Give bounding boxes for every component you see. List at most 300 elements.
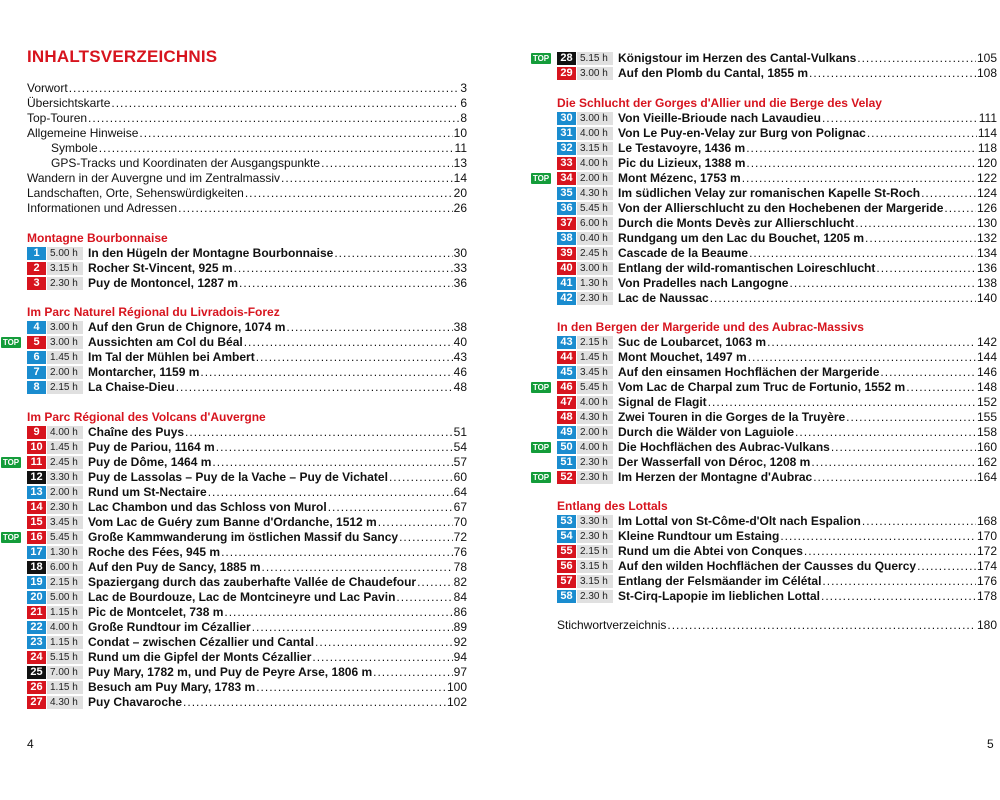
tour-page: 144 [976,350,997,364]
toc-entry[interactable] [51,141,467,156]
tour-number: 16 [27,531,46,544]
toc-entry-page: 8 [460,111,467,125]
tour-entry[interactable] [557,261,997,276]
tour-entry[interactable] [27,560,467,575]
tour-title: Große Kammwanderung im östlichen Massif du Sancy [88,530,399,544]
tour-number: 22 [27,621,46,634]
tour-number: 1 [27,247,46,260]
tour-duration: 3.15 h [577,575,613,588]
tour-entry[interactable] [557,126,997,141]
toc-entry-title: Übersichtskarte [27,96,111,110]
tour-page: 30 [453,246,467,260]
dot-leader [176,380,453,395]
tour-title: Auf den einsamen Hochflächen der Margeride [618,365,880,379]
tour-entry[interactable] [557,216,997,231]
tour-title: Durch die Wälder von Laguiole [618,425,795,439]
tour-title: Rund um St-Nectaire [88,485,207,499]
tour-page: 130 [976,216,997,230]
toc-entry[interactable] [27,96,467,111]
tour-number: 12 [27,471,46,484]
tour-number: 33 [557,157,576,170]
tour-number: 48 [557,411,576,424]
tour-number: 44 [557,351,576,364]
tour-entry[interactable] [557,544,997,559]
tour-number: 46 [557,381,576,394]
tour-entry[interactable] [557,231,997,246]
tour-number: 28 [557,52,576,65]
tour-number: 43 [557,336,576,349]
tour-entry[interactable] [557,276,997,291]
dot-leader [746,141,977,156]
tour-entry[interactable] [557,246,997,261]
toc-entry-title: Informationen und Adressen [27,201,178,215]
tour-duration: 2.45 h [47,456,83,469]
dot-leader [906,380,976,395]
dot-leader [804,544,976,559]
dot-leader [328,500,453,515]
tour-page: 48 [453,380,467,394]
tour-entry[interactable] [557,365,997,380]
tour-page: 60 [453,470,467,484]
dot-leader [667,618,976,633]
tour-number: 23 [27,636,46,649]
tour-number: 7 [27,366,46,379]
tour-title: Große Rundtour im Cézallier [88,620,251,634]
tour-page: 33 [453,261,467,275]
toc-entry[interactable] [27,201,467,216]
tour-entry[interactable] [27,440,467,455]
tour-duration: 3.45 h [47,516,83,529]
dot-leader [378,515,453,530]
tour-page: 136 [976,261,997,275]
tour-title: Entlang der wild-romantischen Loireschlucht [618,261,876,275]
dot-leader [312,650,452,665]
tour-number: 10 [27,441,46,454]
tour-entry[interactable] [557,66,997,81]
tour-number: 3 [27,277,46,290]
toc-entry[interactable] [27,186,467,201]
tour-entry[interactable] [27,605,467,620]
dot-leader [252,620,453,635]
tour-entry[interactable] [557,410,997,425]
top-tour-badge: TOP [532,383,550,392]
dot-leader [389,470,453,485]
tour-title: Rund um die Abtei von Conques [618,544,803,558]
dot-leader [183,695,446,710]
tour-title: Suc de Loubarcet, 1063 m [618,335,767,349]
tour-duration: 2.15 h [47,381,83,394]
tour-title: In den Hügeln der Montagne Bourbonnaise [88,246,334,260]
dot-leader [239,276,453,291]
index-page: 180 [976,618,997,632]
tour-entry[interactable] [557,156,997,171]
tour-duration: 5.15 h [577,52,613,65]
tour-page: 174 [976,559,997,573]
dot-leader [746,156,976,171]
dot-leader [221,545,453,560]
tour-entry[interactable] [557,574,997,589]
tour-duration: 2.30 h [577,471,613,484]
tour-number: 55 [557,545,576,558]
tour-page: 82 [453,575,467,589]
tour-entry[interactable] [557,186,997,201]
toc-entry[interactable] [27,126,467,141]
tour-duration: 2.30 h [47,277,83,290]
tour-number: 34 [557,172,576,185]
tour-entry[interactable] [557,380,997,395]
dot-leader [208,485,453,500]
tour-duration: 5.00 h [47,247,83,260]
toc-entry-title: Top-Touren [27,111,88,125]
tour-page: 126 [976,201,997,215]
toc-entry[interactable] [27,111,467,126]
tour-page: 134 [976,246,997,260]
tour-duration: 1.15 h [47,636,83,649]
dot-leader [212,455,452,470]
tour-title: Roche des Fées, 945 m [88,545,221,559]
tour-entry[interactable] [557,111,997,126]
tour-page: 114 [977,126,997,140]
tour-title: Die Hochflächen des Aubrac-Vulkans [618,440,830,454]
tour-number: 25 [27,666,46,679]
tour-title: Auf den Plomb du Cantal, 1855 m [618,66,809,80]
tour-title: Auf den Puy de Sancy, 1885 m [88,560,261,574]
tour-title: Vom Lac de Charpal zum Truc de Fortunio, 1552 m [618,380,906,394]
tour-entry[interactable] [27,335,467,350]
tour-entry[interactable] [557,201,997,216]
tour-page: 172 [976,544,997,558]
page-title: INHALTSVERZEICHNIS [27,47,218,66]
tour-page: 138 [976,276,997,290]
tour-title: Spaziergang durch das zauberhafte Vallée de Chaudefour [88,575,417,589]
tour-entry[interactable] [27,500,467,515]
tour-entry[interactable] [27,365,467,380]
tour-title: Signal de Flagit [618,395,707,409]
tour-duration: 3.30 h [47,471,83,484]
tour-duration: 1.30 h [47,546,83,559]
tour-duration: 1.15 h [47,606,83,619]
tour-number: 41 [557,277,576,290]
tour-number: 13 [27,486,46,499]
tour-title: St-Cirq-Lapopie im lieblichen Lottal [618,589,821,603]
tour-duration: 2.45 h [577,247,613,260]
tour-entry[interactable] [27,650,467,665]
tour-duration: 4.00 h [577,441,613,454]
tour-number: 45 [557,366,576,379]
tour-duration: 2.00 h [47,486,83,499]
tour-entry[interactable] [27,246,467,261]
tour-entry[interactable] [27,545,467,560]
tour-duration: 3.30 h [577,515,613,528]
tour-entry[interactable] [27,590,467,605]
tour-duration: 5.45 h [577,202,613,215]
dot-leader [262,560,453,575]
tour-title: Mont Mézenc, 1753 m [618,171,741,185]
section-heading: Entlang des Lottals [557,499,668,513]
tour-page: 111 [978,111,997,125]
dot-leader [315,635,453,650]
tour-page: 178 [976,589,997,603]
tour-title: Mont Mouchet, 1497 m [618,350,747,364]
tour-title: Lac de Naussac [618,291,709,305]
tour-duration: 4.00 h [577,127,613,140]
tour-title: Rund um die Gipfel der Monts Cézallier [88,650,312,664]
dot-leader [862,514,976,529]
tour-entry[interactable] [27,276,467,291]
top-tour-badge: TOP [2,338,20,347]
dot-leader [767,335,976,350]
tour-page: 142 [976,335,997,349]
tour-title: Auf den Grun de Chignore, 1074 m [88,320,286,334]
tour-number: 19 [27,576,46,589]
tour-entry[interactable] [557,514,997,529]
tour-number: 57 [557,575,576,588]
tour-title: Von Le Puy-en-Velay zur Burg von Polignac [618,126,866,140]
tour-title: Vom Lac de Guéry zum Banne d'Ordanche, 1512 m [88,515,377,529]
tour-duration: 3.00 h [47,336,83,349]
tour-title: Entlang der Felsmäander im Célétal [618,574,822,588]
dot-leader [780,529,976,544]
tour-title: Montarcher, 1159 m [88,365,200,379]
tour-number: 32 [557,142,576,155]
tour-entry[interactable] [557,559,997,574]
tour-number: 54 [557,530,576,543]
tour-page: 86 [453,605,467,619]
tour-page: 64 [453,485,467,499]
tour-title: Cascade de la Beaume [618,246,749,260]
tour-page: 72 [453,530,467,544]
tour-entry[interactable] [557,470,997,485]
section-heading: Die Schlucht der Gorges d'Allier und die Berge des Velay [557,96,882,110]
dot-leader [234,261,453,276]
tour-duration: 5.15 h [47,651,83,664]
toc-entry-title: GPS-Tracks und Koordinaten der Ausgangspunkte [51,156,321,170]
dot-leader [831,440,976,455]
tour-duration: 5.45 h [47,531,83,544]
section-heading: In den Bergen der Margeride und des Aubrac-Massivs [557,320,864,334]
tour-entry[interactable] [27,380,467,395]
tour-entry[interactable] [27,665,467,680]
index-title: Stichwortverzeichnis [557,618,667,632]
tour-duration: 0.40 h [577,232,613,245]
tour-duration: 2.30 h [577,590,613,603]
tour-entry[interactable] [557,335,997,350]
index-entry[interactable] [557,618,997,633]
tour-title: Kleine Rundtour um Estaing [618,529,780,543]
tour-number: 6 [27,351,46,364]
dot-leader [334,246,452,261]
tour-duration: 5.00 h [47,591,83,604]
dot-leader [944,201,976,216]
tour-page: 36 [453,276,467,290]
tour-entry[interactable] [557,425,997,440]
tour-number: 31 [557,127,576,140]
tour-title: Pic de Montcelet, 738 m [88,605,224,619]
top-tour-badge: TOP [532,54,550,63]
tour-page: 89 [453,620,467,634]
toc-entry-page: 26 [453,201,467,215]
tour-title: Der Wasserfall von Déroc, 1208 m [618,455,811,469]
dot-leader [876,261,976,276]
page-number-right: 5 [987,737,994,751]
tour-title: Chaîne des Puys [88,425,185,439]
tour-entry[interactable] [557,589,997,604]
tour-entry[interactable] [557,350,997,365]
tour-title: Von der Allierschlucht zu den Hochebenen der Margeride [618,201,944,215]
dot-leader [789,276,975,291]
tour-title: Le Testavoyre, 1436 m [618,141,746,155]
section-heading: Im Parc Régional des Volcans d'Auvergne [27,410,266,424]
tour-page: 46 [453,365,467,379]
dot-leader [286,320,452,335]
toc-entry-title: Allgemeine Hinweise [27,126,139,140]
tour-number: 30 [557,112,576,125]
tour-entry[interactable] [27,680,467,695]
toc-entry[interactable] [27,81,467,96]
tour-entry[interactable] [27,261,467,276]
tour-duration: 2.00 h [577,172,613,185]
toc-entry-page: 13 [453,156,467,170]
tour-page: 97 [453,665,467,679]
tour-entry[interactable] [27,575,467,590]
tour-page: 176 [976,574,997,588]
tour-entry[interactable] [27,485,467,500]
toc-entry-page: 11 [454,141,467,155]
tour-number: 27 [27,696,46,709]
toc-entry[interactable] [27,171,467,186]
tour-number: 56 [557,560,576,573]
tour-number: 35 [557,187,576,200]
tour-entry[interactable] [557,141,997,156]
tour-title: Auf den wilden Hochflächen der Causses du Quercy [618,559,917,573]
tour-entry[interactable] [27,350,467,365]
tour-duration: 2.00 h [47,366,83,379]
tour-entry[interactable] [557,171,997,186]
tour-entry[interactable] [27,620,467,635]
tour-page: 105 [976,51,997,65]
tour-entry[interactable] [557,51,997,66]
tour-duration: 1.45 h [47,351,83,364]
tour-title: Puy de Pariou, 1164 m [88,440,215,454]
tour-page: 84 [453,590,467,604]
tour-title: Condat – zwischen Cézallier und Cantal [88,635,315,649]
tour-number: 18 [27,561,46,574]
toc-entry-page: 10 [453,126,467,140]
tour-page: 54 [453,440,467,454]
tour-entry[interactable] [27,530,467,545]
tour-page: 70 [453,515,467,529]
tour-title: Von Vieille-Brioude nach Lavaudieu [618,111,821,125]
tour-duration: 4.30 h [577,187,613,200]
dot-leader [69,81,460,96]
tour-title: Puy Mary, 1782 m, und Puy de Peyre Arse, 1806 m [88,665,373,679]
dot-leader [200,365,452,380]
dot-leader [256,680,446,695]
tour-page: 132 [976,231,997,245]
tour-number: 58 [557,590,576,603]
dot-leader [321,156,453,171]
tour-page: 168 [976,514,997,528]
toc-entry-title: Landschaften, Orte, Sehenswürdigkeiten [27,186,244,200]
tour-title: Rocher St-Vincent, 925 m [88,261,233,275]
dot-leader [417,575,453,590]
dot-leader [399,530,453,545]
tour-entry[interactable] [27,470,467,485]
tour-entry[interactable] [27,695,467,710]
dot-leader [373,665,453,680]
tour-page: 94 [453,650,467,664]
dot-leader [224,605,452,620]
tour-duration: 3.15 h [47,262,83,275]
tour-entry[interactable] [557,395,997,410]
tour-entry[interactable] [557,440,997,455]
tour-page: 160 [976,440,997,454]
dot-leader [857,51,976,66]
section-heading: Montagne Bourbonnaise [27,231,168,245]
tour-duration: 4.30 h [47,696,83,709]
dot-leader [846,410,976,425]
tour-entry[interactable] [27,455,467,470]
tour-number: 26 [27,681,46,694]
tour-entry[interactable] [27,635,467,650]
toc-entry[interactable] [51,156,467,171]
tour-duration: 2.15 h [577,336,613,349]
tour-title: Von Pradelles nach Langogne [618,276,789,290]
dot-leader [710,291,976,306]
tour-entry[interactable] [557,455,997,470]
tour-page: 92 [453,635,467,649]
tour-entry[interactable] [27,320,467,335]
tour-page: 78 [453,560,467,574]
dot-leader [917,559,976,574]
tour-duration: 2.30 h [577,530,613,543]
dot-leader [245,186,453,201]
dot-leader [708,395,976,410]
tour-page: 40 [453,335,467,349]
tour-title: Puy de Lassolas – Puy de la Vache – Puy de Vichatel [88,470,388,484]
tour-duration: 3.15 h [577,142,613,155]
tour-entry[interactable] [27,515,467,530]
toc-entry-title: Wandern in der Auvergne und im Zentralmassiv [27,171,281,185]
tour-number: 37 [557,217,576,230]
tour-entry[interactable] [27,425,467,440]
tour-number: 17 [27,546,46,559]
tour-entry[interactable] [557,529,997,544]
dot-leader [178,201,453,216]
tour-title: Im Herzen der Montagne d'Aubrac [618,470,813,484]
tour-duration: 6.00 h [47,561,83,574]
tour-title: Puy Chavaroche [88,695,183,709]
tour-number: 5 [27,336,46,349]
tour-duration: 5.45 h [577,381,613,394]
tour-page: 140 [976,291,997,305]
tour-page: 57 [453,455,467,469]
tour-number: 9 [27,426,46,439]
dot-leader [88,111,459,126]
tour-duration: 3.00 h [577,112,613,125]
dot-leader [111,96,459,111]
tour-number: 52 [557,471,576,484]
toc-entry-page: 6 [460,96,467,110]
tour-entry[interactable] [557,291,997,306]
tour-duration: 2.00 h [577,426,613,439]
tour-page: 118 [977,141,997,155]
tour-page: 148 [976,380,997,394]
dot-leader [185,425,453,440]
tour-page: 108 [976,66,997,80]
tour-page: 162 [976,455,997,469]
dot-leader [749,246,976,261]
